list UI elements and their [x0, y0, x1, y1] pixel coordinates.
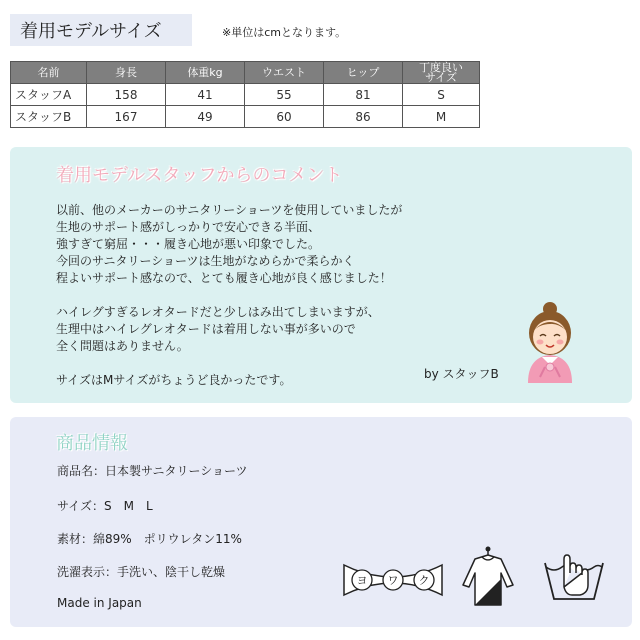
- table-cell: 167: [87, 106, 166, 128]
- shade-dry-icon: [455, 545, 521, 609]
- table-cell: 81: [324, 84, 403, 106]
- table-cell: 158: [87, 84, 166, 106]
- model-size-title: [10, 14, 192, 46]
- fit-size-header-top: 丁度良い: [419, 60, 463, 74]
- comment-body: [56, 202, 506, 389]
- table-cell: 60: [245, 106, 324, 128]
- comment-signature: by スタッフB: [424, 367, 499, 381]
- product-info-title: 商品情報: [56, 433, 128, 454]
- comment-line: 強すぎて窮屈・・・履き心地が悪い印象でした。: [56, 237, 321, 251]
- comment-line: 生理中はハイレグレオタードは着用しない事が多いので: [56, 322, 356, 336]
- column-header-weight: 体重kg: [166, 62, 245, 84]
- wring-label-yo: ヨ: [356, 574, 368, 587]
- wring-label-ku: ク: [418, 574, 430, 587]
- comment-line: 生地のサポート感がしっかりで安心できる半面、: [56, 220, 321, 234]
- comment-line: ハイレグすぎるレオタードだと少しはみ出てしまいますが、: [56, 305, 380, 319]
- product-care: 洗濯表示：手洗い、陰干し乾燥: [57, 565, 226, 579]
- table-cell: 55: [245, 84, 324, 106]
- table-cell: スタッフB: [11, 106, 87, 128]
- model-size-table: [10, 61, 480, 128]
- product-sizes: サイズ：S M L: [57, 499, 153, 513]
- table-row: [11, 84, 480, 106]
- table-cell: 41: [166, 84, 245, 106]
- comment-line: 全く問題はありません。: [56, 339, 189, 353]
- model-size-title-text: 着用モデルサイズ: [20, 21, 162, 42]
- wring-label-wa: ワ: [387, 574, 399, 587]
- product-name: 商品名：日本製サニタリーショーツ: [57, 464, 248, 478]
- table-cell: スタッフA: [11, 84, 87, 106]
- product-material: 素材：綿89% ポリウレタン11%: [57, 532, 242, 546]
- fit-size-header-bottom: サイズ: [424, 70, 458, 84]
- hand-wash-icon: [542, 545, 606, 605]
- table-header-row: [11, 62, 480, 84]
- table-row: [11, 106, 480, 128]
- comment-line: 以前、他のメーカーのサニタリーショーツを使用していましたが: [56, 203, 403, 217]
- product-info-panel: [10, 417, 632, 627]
- column-header-height: 身長: [87, 62, 166, 84]
- column-header-fit-size: [403, 62, 480, 84]
- comment-line: 今回のサニタリーショーツは生地がなめらかで柔らかく: [56, 254, 355, 268]
- wring-gently-icon: [338, 557, 448, 603]
- product-origin: Made in Japan: [57, 596, 142, 610]
- comment-title: 着用モデルスタッフからのコメント: [56, 165, 343, 186]
- column-header-waist: ウエスト: [245, 62, 324, 84]
- staff-avatar-icon: [518, 297, 582, 383]
- comment-line: サイズはMサイズがちょうど良かったです。: [56, 373, 292, 387]
- unit-note: ※単位はcmとなります。: [222, 26, 347, 39]
- column-header-hip: ヒップ: [324, 62, 403, 84]
- table-cell: S: [403, 84, 480, 106]
- comment-line: 程よいサポート感なので、とても履き心地が良く感じました！: [56, 271, 392, 285]
- column-header-name: 名前: [11, 62, 87, 84]
- staff-comment-panel: [10, 147, 632, 403]
- table-cell: M: [403, 106, 480, 128]
- table-cell: 86: [324, 106, 403, 128]
- table-cell: 49: [166, 106, 245, 128]
